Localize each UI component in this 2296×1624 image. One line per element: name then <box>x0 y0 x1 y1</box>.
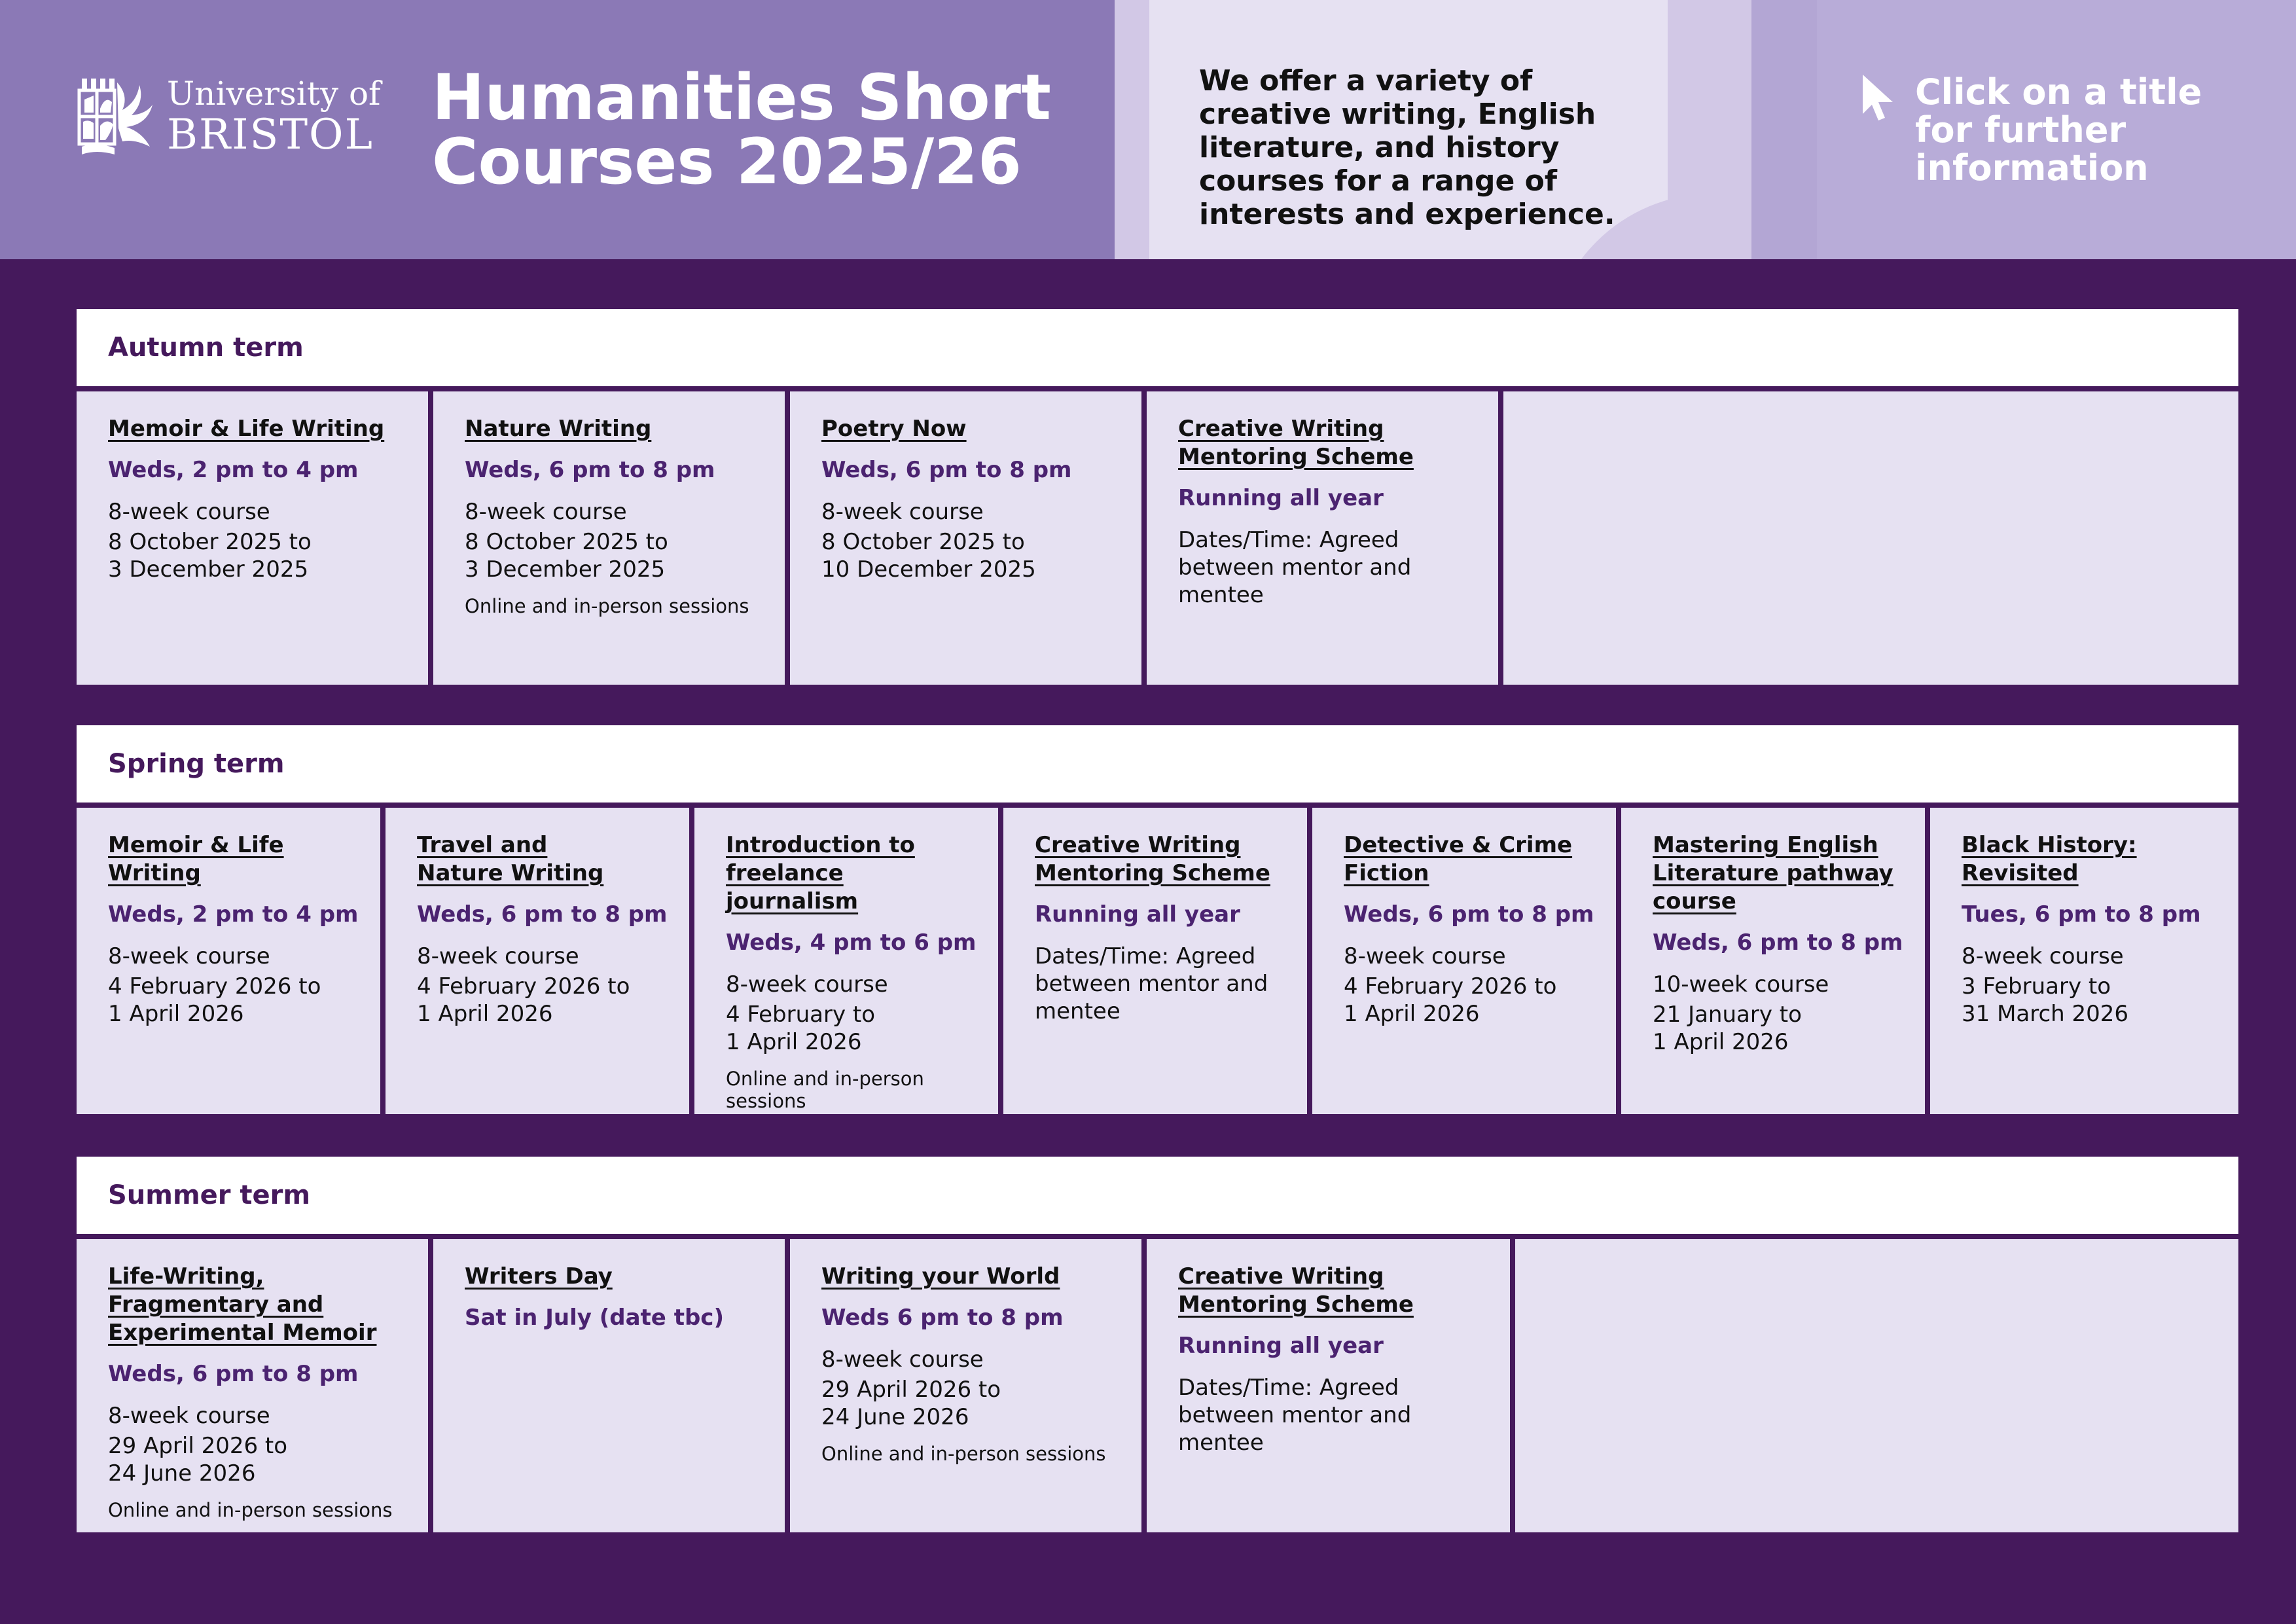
course-card <box>790 391 1141 685</box>
term-heading: Autumn term <box>77 309 2238 386</box>
course-time: Weds, 2 pm to 4 pm <box>108 901 359 928</box>
page-title <box>432 61 1086 198</box>
course-card <box>1003 808 1307 1114</box>
course-card <box>386 808 689 1114</box>
course-title-link[interactable]: Mastering English Literature pathway course <box>1653 832 1893 914</box>
course-length: 8-week course <box>821 1346 984 1373</box>
course-note: Online and in-person sessions <box>726 1068 924 1112</box>
course-card <box>694 808 998 1114</box>
course-length: 8-week course <box>1344 943 1506 969</box>
course-time: Sat in July (date tbc) <box>465 1305 724 1331</box>
course-time: Weds, 6 pm to 8 pm <box>465 457 715 483</box>
empty-card <box>1503 391 2238 685</box>
course-title-link[interactable]: Writing your World <box>821 1263 1060 1290</box>
course-row <box>77 1239 2238 1532</box>
logo-university-of: University of <box>167 75 381 113</box>
course-title-link[interactable]: Memoir & Life Writing <box>108 832 284 886</box>
course-card <box>433 1239 785 1532</box>
course-note: Online and in-person sessions <box>465 595 749 617</box>
term-heading: Summer term <box>77 1157 2238 1234</box>
course-card <box>77 391 428 685</box>
course-length: 8-week course <box>1962 943 2124 969</box>
course-card <box>1621 808 1925 1114</box>
course-length: 8-week course <box>726 971 888 998</box>
course-time: Weds, 6 pm to 8 pm <box>417 901 668 928</box>
page-title-line-2: Courses 2025/26 <box>432 125 1022 198</box>
course-card <box>433 391 785 685</box>
course-note: Online and in-person sessions <box>821 1443 1106 1465</box>
course-dates: 4 February to 1 April 2026 <box>726 1001 876 1055</box>
autumn-term-section <box>77 309 2238 685</box>
header-divider-strip <box>1115 0 1149 259</box>
header-divider-strip <box>1751 0 1817 259</box>
course-dates: 3 February to 31 March 2026 <box>1962 973 2129 1027</box>
course-title-link[interactable]: Black History: Revisited <box>1962 832 2137 886</box>
empty-card <box>1515 1239 2238 1532</box>
course-length: 8-week course <box>821 499 984 525</box>
course-dates: 4 February 2026 to 1 April 2026 <box>417 973 630 1027</box>
course-card <box>1147 391 1498 685</box>
course-time: Running all year <box>1178 485 1384 511</box>
course-length: 8-week course <box>108 943 270 969</box>
header-banner <box>0 0 2296 259</box>
course-title-link[interactable]: Introduction to freelance journalism <box>726 832 915 914</box>
course-card <box>77 1239 428 1532</box>
course-time: Running all year <box>1178 1333 1384 1359</box>
course-dates: 29 April 2026 to 24 June 2026 <box>108 1433 288 1487</box>
course-time: Weds, 6 pm to 8 pm <box>1344 901 1594 928</box>
course-dates: 8 October 2025 to 3 December 2025 <box>108 529 312 583</box>
course-title-link[interactable]: Life-Writing, Fragmentary and Experimental Memoir <box>108 1263 377 1346</box>
course-title-link[interactable]: Memoir & Life Writing <box>108 416 385 442</box>
course-time: Weds, 6 pm to 8 pm <box>1653 929 1903 956</box>
course-time: Weds 6 pm to 8 pm <box>821 1305 1064 1331</box>
course-dates: 4 February 2026 to 1 April 2026 <box>1344 973 1557 1027</box>
course-description: Dates/Time: Agreed between mentor and mentee <box>1178 1375 1412 1456</box>
course-title-link[interactable]: Writers Day <box>465 1263 613 1290</box>
course-length: 8-week course <box>417 943 579 969</box>
course-title-link[interactable]: Creative Writing Mentoring Scheme <box>1035 832 1270 886</box>
term-heading: Spring term <box>77 725 2238 803</box>
course-description: Dates/Time: Agreed between mentor and mentee <box>1035 943 1268 1024</box>
course-time: Weds, 2 pm to 4 pm <box>108 457 359 483</box>
course-title-link[interactable]: Creative Writing Mentoring Scheme <box>1178 416 1414 470</box>
course-title-link[interactable]: Creative Writing Mentoring Scheme <box>1178 1263 1414 1318</box>
course-dates: 8 October 2025 to 10 December 2025 <box>821 529 1036 583</box>
course-time: Weds, 6 pm to 8 pm <box>821 457 1072 483</box>
course-row <box>77 808 2238 1114</box>
course-card <box>790 1239 1141 1532</box>
logo-bristol: BRISTOL <box>167 111 374 159</box>
course-title-link[interactable]: Travel and Nature Writing <box>417 832 604 886</box>
course-dates: 4 February 2026 to 1 April 2026 <box>108 973 321 1027</box>
course-title-link[interactable]: Nature Writing <box>465 416 652 442</box>
course-time: Weds, 4 pm to 6 pm <box>726 929 977 956</box>
course-length: 8-week course <box>108 499 270 525</box>
course-card <box>1312 808 1616 1114</box>
header-divider-strip <box>1668 0 1751 259</box>
course-time: Running all year <box>1035 901 1240 928</box>
course-title-link[interactable]: Detective & Crime Fiction <box>1344 832 1573 886</box>
course-dates: 21 January to 1 April 2026 <box>1653 1001 1802 1055</box>
summer-term-section <box>77 1157 2238 1532</box>
course-length: 8-week course <box>108 1403 270 1429</box>
course-card <box>1930 808 2238 1114</box>
course-length: 8-week course <box>465 499 627 525</box>
course-card <box>1147 1239 1510 1532</box>
click-hint <box>1860 73 2229 187</box>
course-dates: 29 April 2026 to 24 June 2026 <box>821 1377 1001 1430</box>
cursor-arrow-icon <box>1860 73 1897 123</box>
click-hint-text: Click on a title for further information <box>1915 71 2202 189</box>
course-time: Tues, 6 pm to 8 pm <box>1962 901 2201 928</box>
intro-text: We offer a variety of creative writing, English literature, and history courses for a range of interests and experience. <box>1199 64 1615 231</box>
course-length: 10-week course <box>1653 971 1829 998</box>
crest-icon <box>77 76 155 157</box>
course-title-link[interactable]: Poetry Now <box>821 416 967 442</box>
university-logo <box>77 76 381 157</box>
course-time: Weds, 6 pm to 8 pm <box>108 1361 359 1387</box>
course-card <box>77 808 380 1114</box>
course-note: Online and in-person sessions <box>108 1499 393 1521</box>
course-row <box>77 391 2238 685</box>
page-title-line-1: Humanities Short <box>432 61 1051 134</box>
course-description: Dates/Time: Agreed between mentor and mentee <box>1178 527 1412 608</box>
spring-term-section <box>77 725 2238 1114</box>
course-dates: 8 October 2025 to 3 December 2025 <box>465 529 668 583</box>
